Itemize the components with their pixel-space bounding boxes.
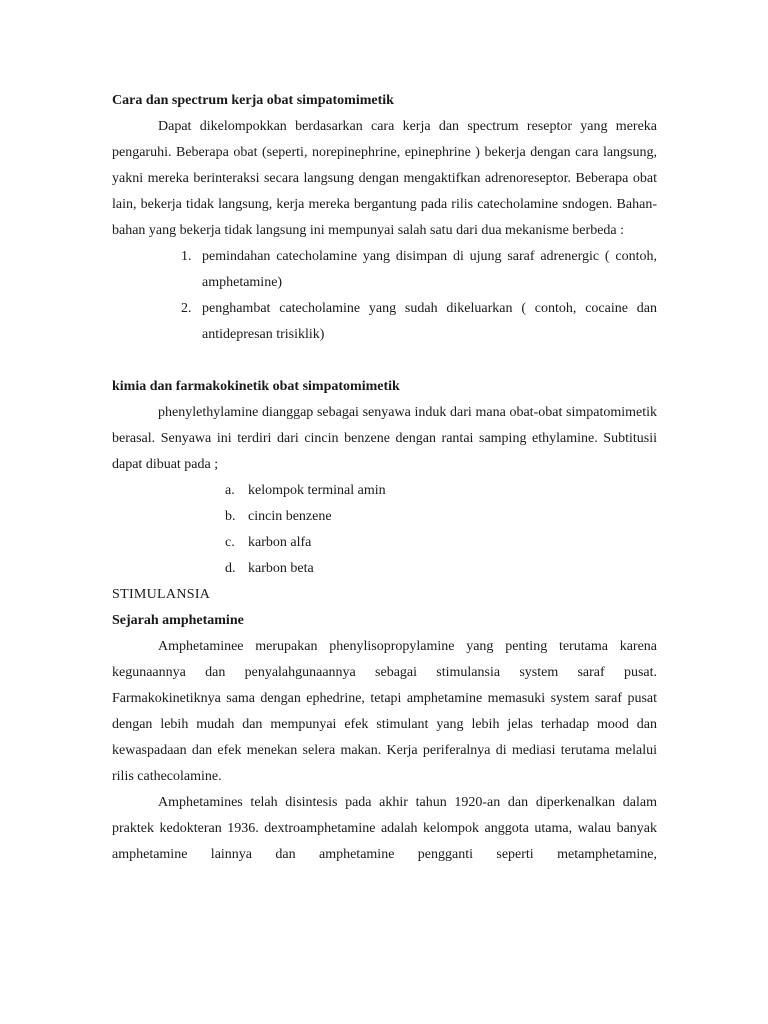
list-marker: b. <box>225 509 236 524</box>
paragraph-amphetaminee: Amphetaminee merupakan phenylisopropylamine yang penting terutama karena kegunaannya dan penyalahgunaannya sebagai stimulansia system saraf pusat. Farmakokinetiknya sama dengan ephedrine, tetapi amphetamine memasuki system saraf pusat dengan lebih mudah dan mempunyai efek stimulant yang lebih jelas terhadap mood dan kewaspadaan dan efek menekan selera makan. Kerja periferalnya di mediasi terutama melalui rilis cathecolamine. <box>112 639 657 784</box>
list-item-text: karbon alfa <box>248 535 312 550</box>
list-marker: c. <box>225 535 235 550</box>
section-heading-sejarah-amphetamine: Sejarah amphetamine <box>112 613 244 628</box>
list-item <box>112 530 657 556</box>
list-item-text: cincin benzene <box>248 509 332 524</box>
list-item <box>112 296 657 348</box>
section-label-stimulansia: STIMULANSIA <box>112 587 211 602</box>
list-item-text: pemindahan catecholamine yang disimpan di ujung saraf adrenergic ( contoh, amphetamine) <box>202 249 657 290</box>
list-item-text: karbon beta <box>248 561 314 576</box>
list-item <box>112 504 657 530</box>
list-marker: d. <box>225 561 236 576</box>
list-marker: a. <box>225 483 235 498</box>
list-marker: 1. <box>181 249 192 264</box>
list-item <box>112 244 657 296</box>
mechanism-list <box>112 244 657 348</box>
list-item <box>112 556 657 582</box>
list-item-text: penghambat catecholamine yang sudah dikeluarkan ( contoh, cocaine dan antidepresan trisiklik) <box>202 301 657 342</box>
blank-line <box>112 348 657 374</box>
list-item-text: kelompok terminal amin <box>248 483 386 498</box>
section-heading-cara-dan-spectrum: Cara dan spectrum kerja obat simpatomimetik <box>112 93 394 108</box>
list-marker: 2. <box>181 301 192 316</box>
document-page <box>112 88 657 868</box>
paragraph-phenylethylamine: phenylethylamine dianggap sebagai senyawa induk dari mana obat-obat simpatomimetik berasal. Senyawa ini terdiri dari cincin benzene dengan rantai samping ethylamine. Subtitusii dapat dibuat pada ; <box>112 405 657 472</box>
paragraph-amphetamines-history: Amphetamines telah disintesis pada akhir tahun 1920-an dan diperkenalkan dalam praktek kedokteran 1936. dextroamphetamine adalah kelompok anggota utama, walau banyak amphetamine lainnya dan amphetamine pengganti seperti metamphetamine, <box>112 795 657 862</box>
section-heading-kimia-dan-farmakokinetik: kimia dan farmakokinetik obat simpatomimetik <box>112 379 400 394</box>
paragraph-cara-kerja: Dapat dikelompokkan berdasarkan cara kerja dan spectrum reseptor yang mereka pengaruhi. Beberapa obat (seperti, norepinephrine, epinephrine ) bekerja dengan cara langsung, yakni mereka berinteraksi secara langsung dengan mengaktifkan adrenoreseptor. Beberapa obat lain, bekerja tidak langsung, kerja mereka bergantung pada rilis catecholamine sndogen. Bahan-bahan yang bekerja tidak langsung ini mempunyai salah satu dari dua mekanisme berbeda : <box>112 119 657 238</box>
substitution-list <box>112 478 657 582</box>
list-item <box>112 478 657 504</box>
